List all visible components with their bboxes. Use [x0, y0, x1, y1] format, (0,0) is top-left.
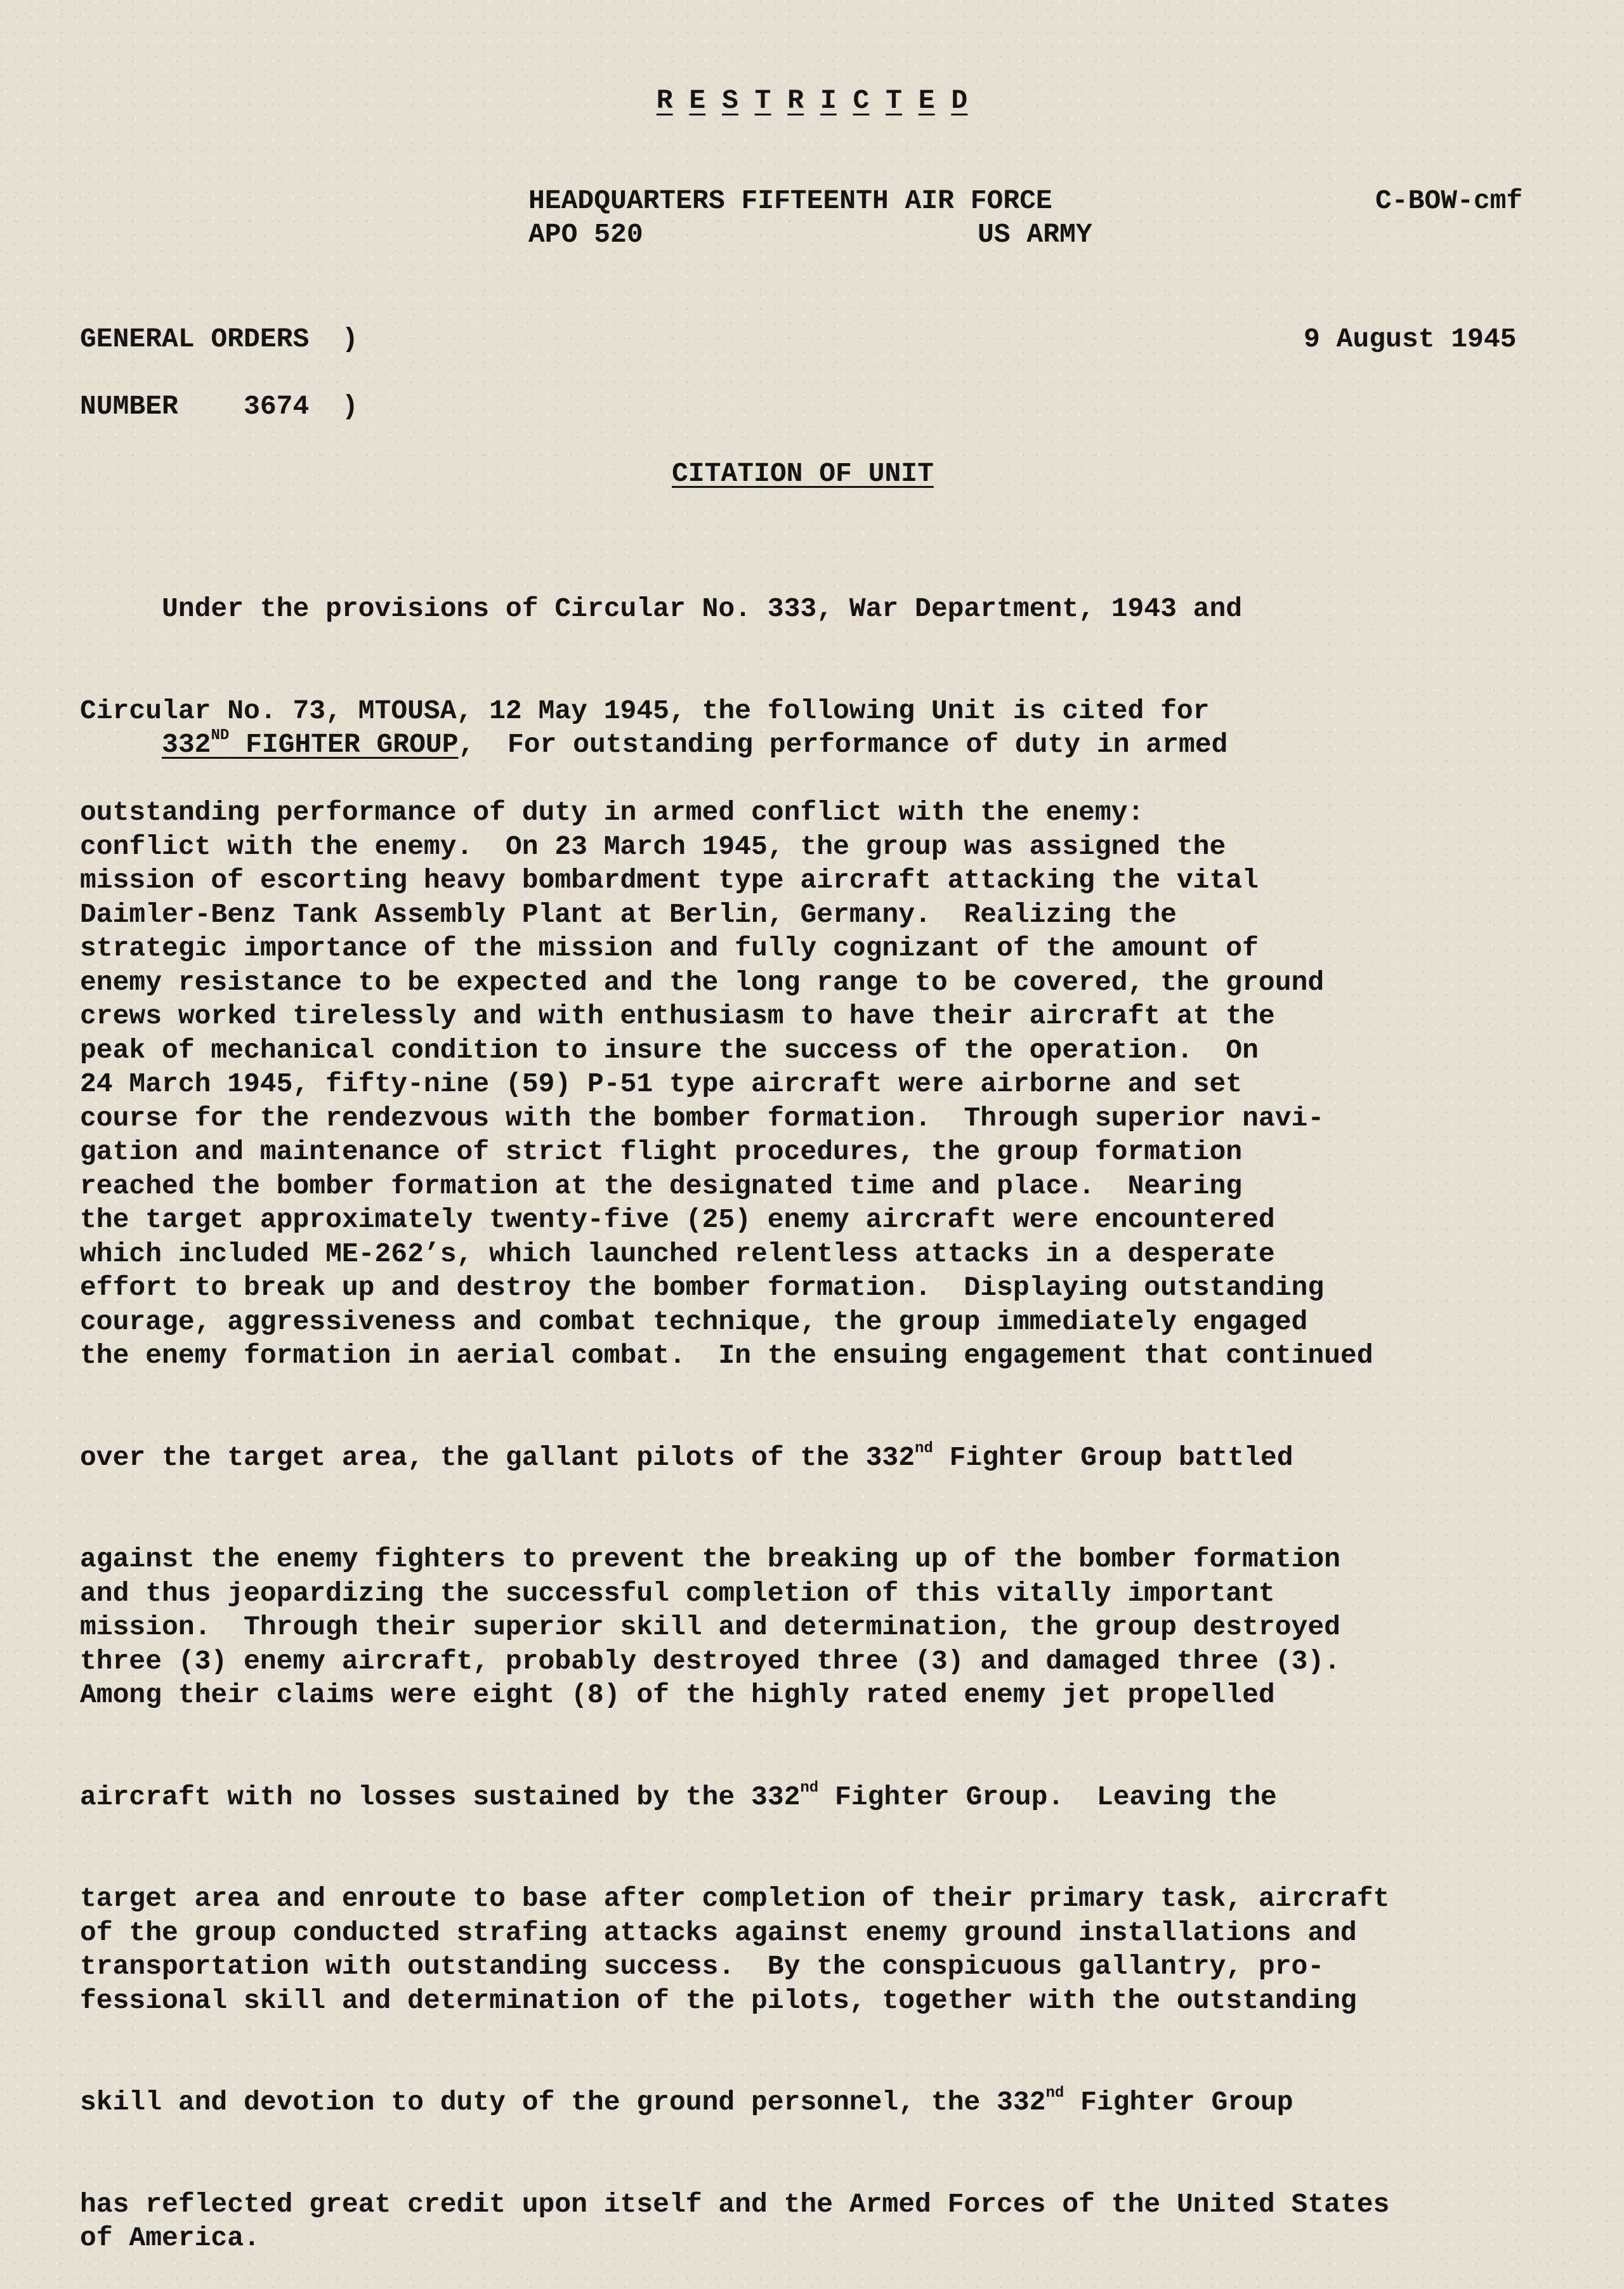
citation-title: CITATION OF UNIT	[672, 458, 934, 489]
body-line: aircraft with no losses sustained by the 332nd Fighter Group. Leaving the	[80, 1779, 1277, 1813]
body-line: skill and devotion to duty of the ground personnel, the 332nd Fighter Group	[80, 2085, 1293, 2118]
body-line: has reflected great credit upon itself and the Armed Forces of the United States	[80, 2188, 1390, 2220]
body-line: reached the bomber formation at the designated time and place. Nearing	[80, 1170, 1243, 1202]
body-line: fessional skill and determination of the pilots, together with the outstanding	[80, 1984, 1357, 2016]
apo-number: APO 520	[528, 219, 643, 250]
classification-letter: I	[820, 85, 837, 116]
classification-letter: E	[689, 85, 706, 116]
body-line: Daimler-Benz Tank Assembly Plant at Berlin, Germany. Realizing the	[80, 898, 1177, 930]
body-lines-block	[80, 1542, 1558, 1712]
classification-letter: D	[951, 85, 968, 116]
body-line: and thus jeopardizing the successful completion of this vitally important	[80, 1577, 1275, 1609]
body-line: over the target area, the gallant pilots of the 332nd Fighter Group battled	[80, 1440, 1293, 1473]
classification-letter: S	[722, 85, 738, 116]
body-line: of the group conducted strafing attacks against enemy ground installations and	[80, 1917, 1357, 1948]
body-line: the target approximately twenty-five (25) enemy aircraft were encountered	[80, 1204, 1275, 1235]
unit-name: 332ND FIGHTER GROUP	[162, 727, 459, 760]
order-number: NUMBER 3674 )	[80, 391, 358, 422]
body-line: Among their claims were eight (8) of the highly rated enemy jet propelled	[80, 1679, 1275, 1710]
body-line: transportation with outstanding success. By the conspicuous gallantry, pro-	[80, 1951, 1325, 1982]
intro-line: Under the provisions of Circular No. 333, War Department, 1943 and	[80, 593, 1243, 624]
body-line: strategic importance of the mission and fully cognizant of the amount of	[80, 933, 1259, 964]
body-lines-block	[80, 1882, 1558, 2017]
reference-code: C-BOW-cmf	[1375, 185, 1523, 216]
body-line: the enemy formation in aerial combat. In the ensuing engagement that continued	[80, 1340, 1373, 1371]
body-line: gation and maintenance of strict flight procedures, the group formation	[80, 1136, 1243, 1167]
body-line: mission of escorting heavy bombardment type aircraft attacking the vital	[80, 865, 1259, 896]
body-line: course for the rendezvous with the bomber formation. Through superior navi-	[80, 1102, 1325, 1134]
body-line: effort to break up and destroy the bomber formation. Displaying outstanding	[80, 1272, 1325, 1303]
citation-paragraph	[80, 660, 1558, 2289]
hq-name: HEADQUARTERS FIFTEENTH AIR FORCE	[528, 185, 1052, 216]
general-orders-label: GENERAL ORDERS )	[80, 324, 358, 355]
citation-first-line: 332ND FIGHTER GROUP, For outstanding performance of duty in armed	[162, 727, 1228, 760]
body-line: courage, aggressiveness and combat technique, the group immediately engaged	[80, 1306, 1308, 1337]
classification-letter: C	[853, 85, 870, 116]
order-date: 9 August 1945	[1304, 324, 1517, 355]
body-line: target area and enroute to base after completion of their primary task, aircraft	[80, 1883, 1390, 1914]
branch-label: US ARMY	[978, 219, 1092, 250]
body-lines-block	[80, 2187, 1558, 2255]
body-line: 24 March 1945, fifty-nine (59) P-51 type aircraft were airborne and set	[80, 1068, 1243, 1099]
body-line: crews worked tirelessly and with enthusiasm to have their aircraft at the	[80, 1000, 1275, 1032]
intro-line: Circular No. 73, MTOUSA, 12 May 1945, the following Unit is cited for	[80, 695, 1210, 726]
classification-letter: E	[918, 85, 935, 116]
body-line: of America.	[80, 2222, 260, 2253]
body-lines-block	[80, 830, 1558, 1373]
body-line: three (3) enemy aircraft, probably destroyed three (3) and damaged three (3).	[80, 1645, 1340, 1677]
body-line: which included ME-262’s, which launched relentless attacks in a desperate	[80, 1238, 1275, 1269]
classification-letter: R	[656, 85, 673, 116]
classification-letter: T	[886, 85, 902, 116]
body-line: mission. Through their superior skill and determination, the group destroyed	[80, 1611, 1340, 1643]
intro-line: outstanding performance of duty in armed conflict with the enemy:	[80, 797, 1144, 828]
body-line: peak of mechanical condition to insure the success of the operation. On	[80, 1034, 1259, 1066]
classification-letter: R	[787, 85, 804, 116]
body-line: against the enemy fighters to prevent the breaking up of the bomber formation	[80, 1544, 1340, 1575]
classification-heading	[0, 85, 1624, 116]
body-line: enemy resistance to be expected and the long range to be covered, the ground	[80, 966, 1325, 998]
body-line: conflict with the enemy. On 23 March 1945, the group was assigned the	[80, 830, 1226, 862]
classification-letter: T	[754, 85, 771, 116]
